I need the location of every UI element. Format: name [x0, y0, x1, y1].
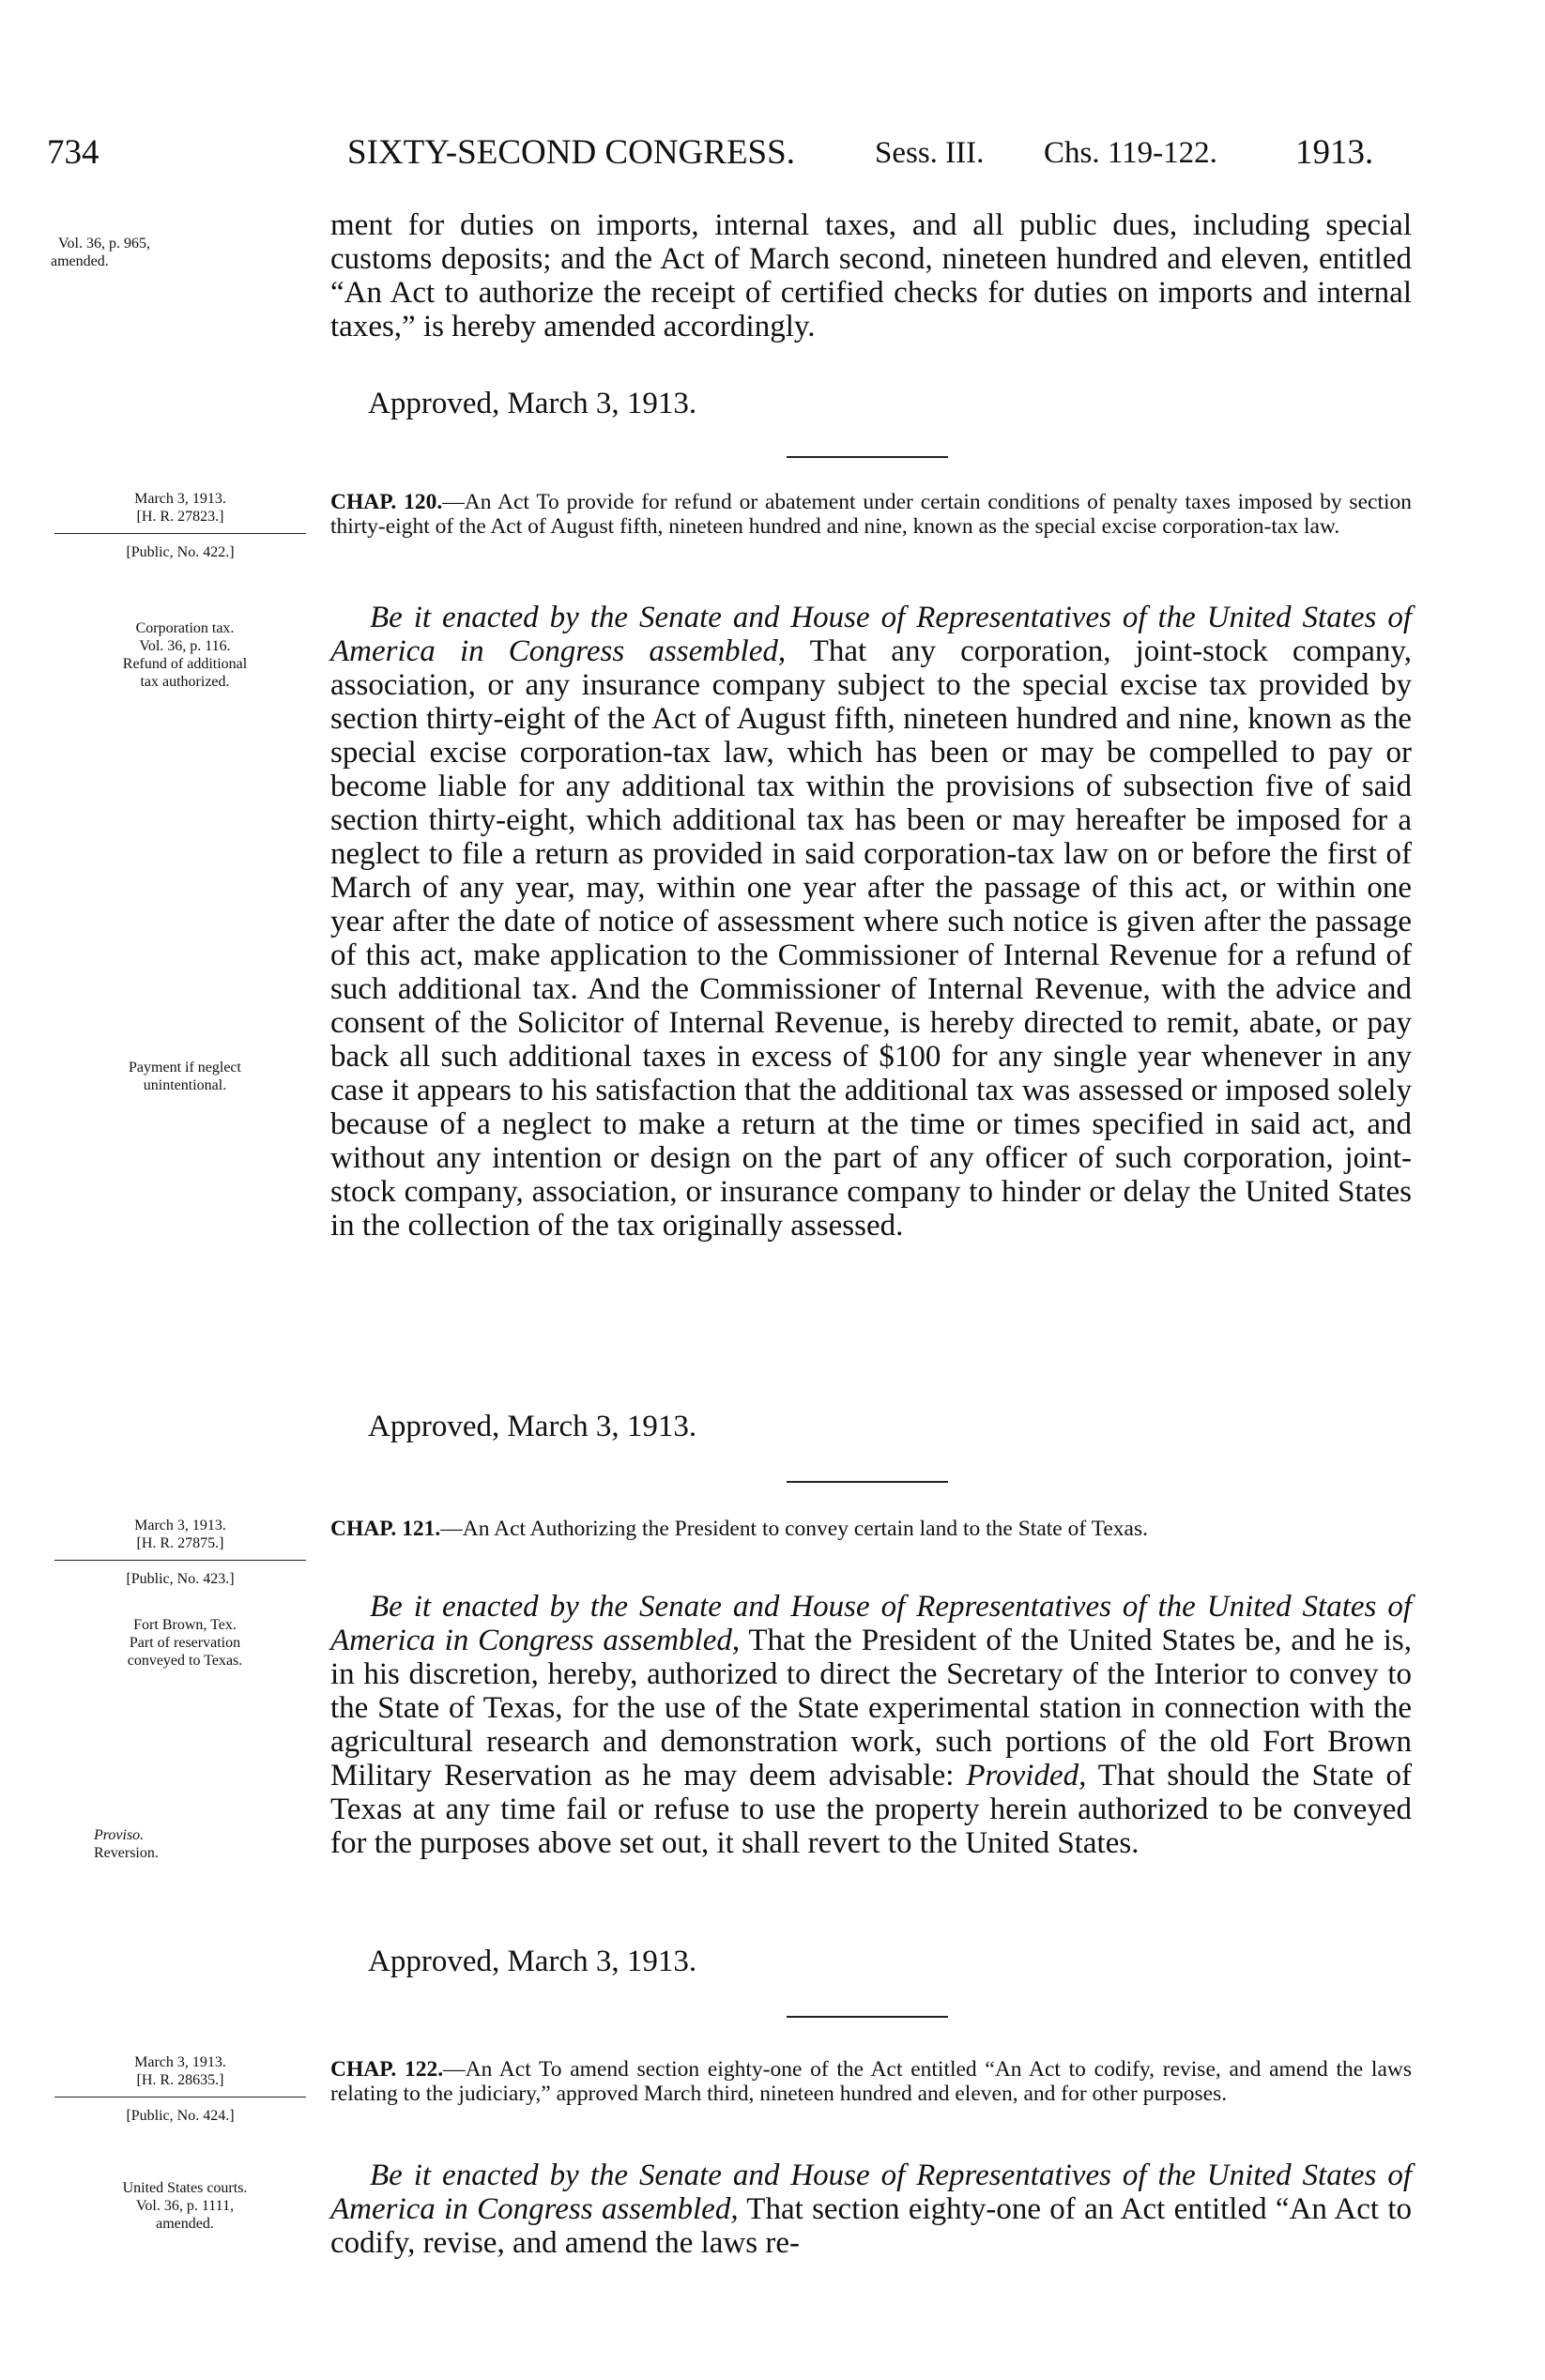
- chapter-121-body: [330, 1590, 1412, 1860]
- chapter-title: —An Act Authorizing the President to convey certain land to the State of Texas.: [440, 1517, 1148, 1541]
- margin-public-law: [Public, No. 422.]: [126, 544, 235, 560]
- section-text: That the President of the United States be, and he is, in his discretion, hereby, authorized to direct the Secretary of the Interior to convey to the State of Texas, for the use of the State experimental station in connection with the agricultural research and demonstration work, such portions of the old Fort Brown Military Reservation as he may deem advisable:: [330, 1624, 1413, 1793]
- margin-line: United States courts.: [122, 2180, 248, 2196]
- margin-bill-number: [H. R. 27823.]: [136, 509, 224, 525]
- section-text: That any corporation, joint-stock company, association, or any insurance company subject to the special excise tax provided by section thirty-eight of the Act of August fifth, nineteen hundred and nine, known as the special excise corporation-tax law, which has been or may be compelled to pay or become liable for any additional tax within the provisions of subsection five of said section thirty-eight, which additional tax has been or may hereafter be imposed for a neglect to file a return as provided in said corporation-tax law on or before the first of March of any year, may, within one year after the passage of this act, or within one year after the date of notice of assessment where such notice is given after the passage of this act, make application to the Commissioner of Internal Revenue for a refund of such additional tax. And the Commissioner of Internal Revenue, with the advice and consent of the Solicitor of Internal Revenue, is hereby directed to remit, abate, or pay back all such additional taxes in excess of $100 for any single year whenever in any case it appears to his satisfaction that the additional tax was assessed or imposed solely because of a neglect to make a return at the time or times specified in said act, and without any intention or design on the part of any officer of such corporation, joint-stock company, association, or insurance company to hinder or delay the United States in the collection of the tax originally assessed.: [330, 634, 1413, 1243]
- margin-line: Vol. 36, p. 965,: [58, 236, 150, 252]
- enacting-clause: Be it enacted by the Senate and House of Representatives of the United States of America in Congress assembled,: [330, 2159, 1412, 2226]
- margin-bill-number: [H. R. 27875.]: [136, 1535, 224, 1551]
- margin-line: Payment if neglect: [129, 1060, 241, 1076]
- chapters-label: Chs. 119-122.: [1044, 136, 1217, 170]
- section-divider: [787, 456, 948, 458]
- margin-date: March 3, 1913.: [134, 491, 226, 507]
- section-text: That should the State of Texas at any time fail or refuse to use the property herein authorized to be conveyed for the purposes above set out, it shall revert to the United States.: [330, 1759, 1412, 1860]
- chapter-122-body: [330, 2159, 1412, 2260]
- margin-note-chap122: [49, 2053, 312, 2125]
- margin-date: March 3, 1913.: [134, 1518, 226, 1533]
- chapter-120-title: [330, 490, 1412, 539]
- margin-line: Part of reservation: [129, 1635, 241, 1651]
- margin-line: amended.: [156, 2216, 214, 2232]
- chapter-121-title: [330, 1517, 1412, 1541]
- enacting-clause: Be it enacted by the Senate and House of Representatives of the United States of America in Congress assembled,: [330, 1590, 1412, 1657]
- chapter-title: —An Act To amend section eighty-one of the Act entitled “An Act to codify, revise, and amend the laws relating to the judiciary,” approved March third, nineteen hundred and eleven, and for other purposes.: [330, 2057, 1413, 2106]
- page-number: 734: [47, 133, 99, 172]
- margin-note-proviso: [94, 1826, 366, 1862]
- year-label: 1913.: [1295, 133, 1374, 172]
- margin-note-corporation-tax: [49, 619, 321, 691]
- margin-public-law: [Public, No. 423.]: [126, 1571, 235, 1587]
- margin-line: Fort Brown, Tex.: [133, 1617, 237, 1633]
- margin-rule: [54, 1560, 306, 1561]
- proviso-word: Provided,: [966, 1759, 1087, 1793]
- margin-note-chap121: [49, 1517, 312, 1588]
- margin-bill-number: [H. R. 28635.]: [136, 2072, 224, 2088]
- margin-line: Proviso.: [94, 1827, 145, 1843]
- margin-note-payment: [49, 1059, 321, 1094]
- margin-line: tax authorized.: [140, 674, 230, 690]
- margin-line: Refund of additional: [122, 656, 248, 672]
- chapter-title: —An Act To provide for refund or abatement under certain conditions of penalty taxes imposed by section thirty-eight of the Act of August fifth, nineteen hundred and nine, known as the special excise corporation-tax law.: [330, 490, 1413, 539]
- margin-line: amended.: [51, 253, 109, 269]
- enacting-clause: Be it enacted by the Senate and House of Representatives of the United States of America in Congress assembled,: [330, 601, 1412, 668]
- margin-note-vol36: [49, 235, 321, 270]
- session-label: Sess. III.: [875, 136, 985, 170]
- chapter-120-body: [330, 601, 1412, 1243]
- section-text: That section eighty-one of an Act entitled “An Act to codify, revise, and amend the laws re-: [330, 2192, 1413, 2260]
- margin-line: unintentional.: [143, 1077, 227, 1093]
- section-divider: [787, 1481, 948, 1483]
- approval-line-2: Approved, March 3, 1913.: [368, 1410, 697, 1443]
- chapter-label: CHAP. 121.: [330, 1517, 441, 1541]
- congress-title: SIXTY-SECOND CONGRESS.: [347, 133, 795, 172]
- chapter-label: CHAP. 122.: [330, 2057, 444, 2082]
- chapter-122-title: [330, 2057, 1412, 2106]
- approval-line-3: Approved, March 3, 1913.: [368, 1945, 697, 1978]
- margin-note-chap120: [49, 490, 312, 561]
- margin-line: Corporation tax.: [135, 620, 235, 636]
- margin-line: conveyed to Texas.: [127, 1653, 243, 1669]
- margin-note-fort-brown: [49, 1616, 321, 1670]
- margin-public-law: [Public, No. 424.]: [126, 2108, 235, 2124]
- margin-line: Vol. 36, p. 116.: [139, 638, 231, 654]
- margin-line: Vol. 36, p. 1111,: [135, 2198, 235, 2214]
- margin-rule: [54, 533, 306, 534]
- margin-line: Reversion.: [94, 1845, 159, 1861]
- approval-line-1: Approved, March 3, 1913.: [368, 387, 697, 420]
- running-header: [47, 130, 1408, 176]
- continued-paragraph: ment for duties on imports, internal taxes, and all public dues, including special customs deposits; and the Act of March second, nineteen hundred and eleven, entitled “An Act to authorize the receipt of certified checks for duties on imports and internal taxes,” is hereby amended accordingly.: [330, 208, 1412, 343]
- margin-date: March 3, 1913.: [134, 2054, 226, 2070]
- chapter-label: CHAP. 120.: [330, 490, 443, 514]
- margin-rule: [54, 2097, 306, 2098]
- section-divider: [787, 2016, 948, 2018]
- margin-note-courts: [49, 2179, 321, 2233]
